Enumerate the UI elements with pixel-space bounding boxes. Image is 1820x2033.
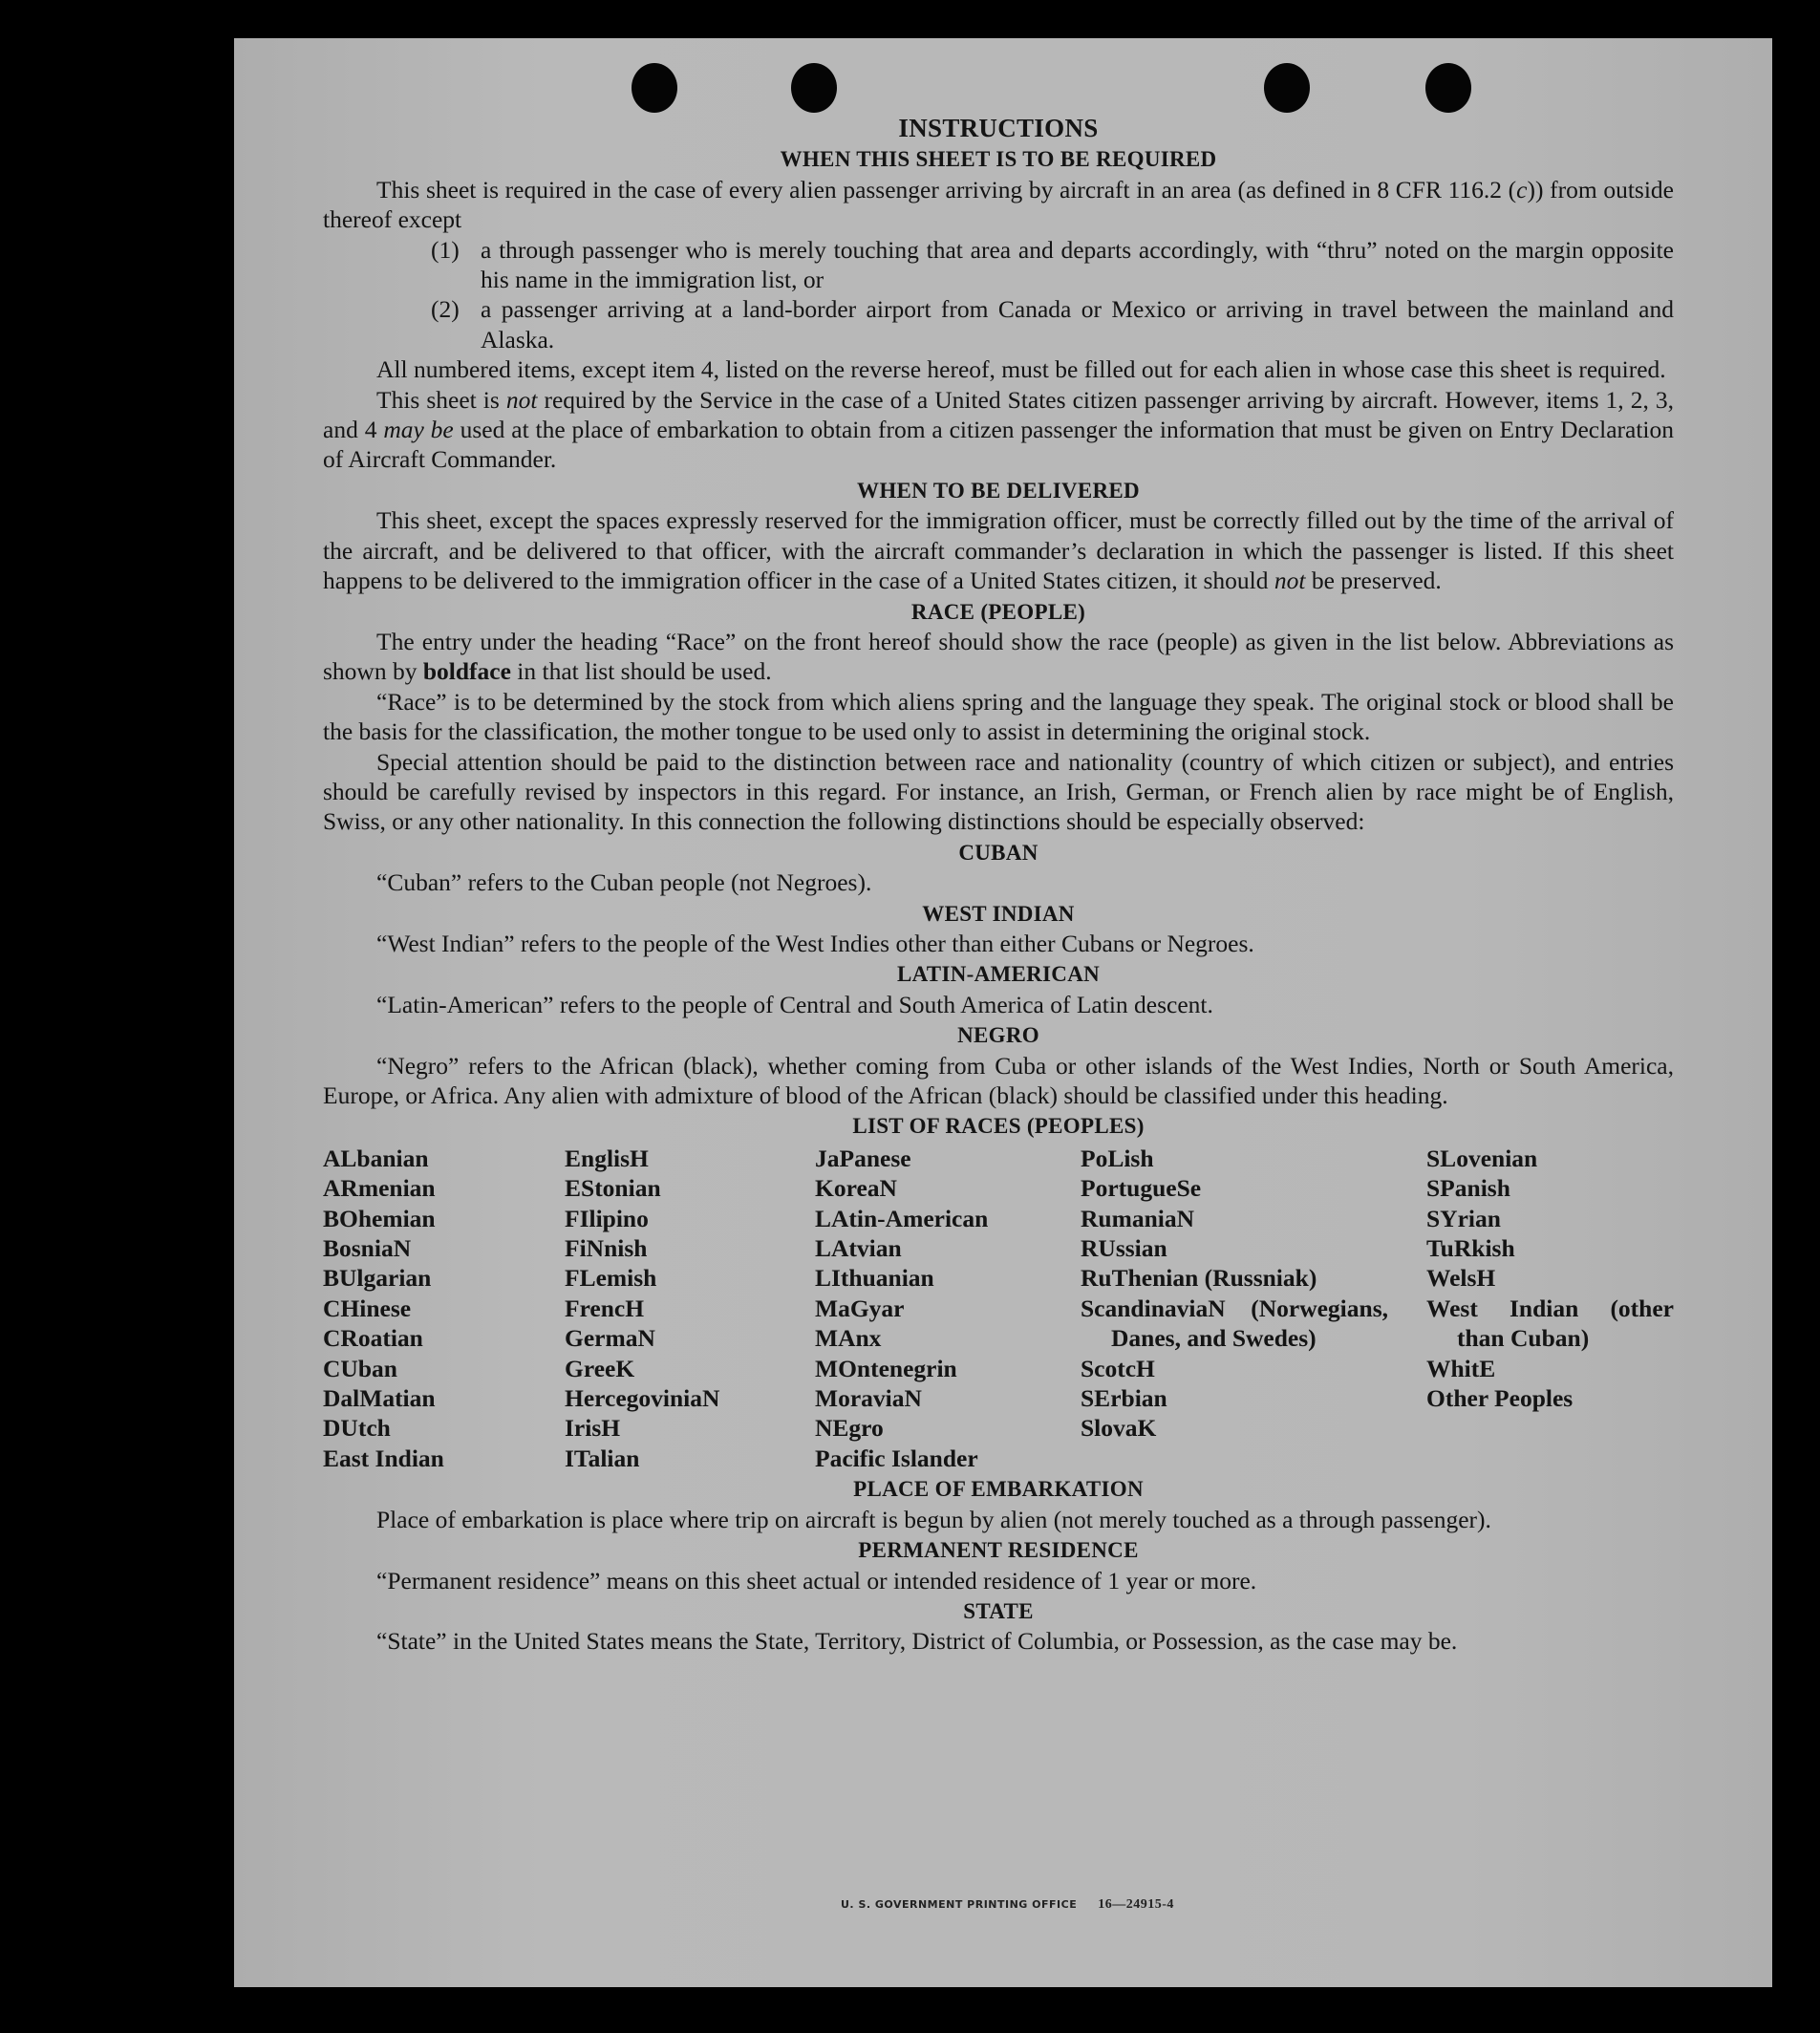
race-entry: Other Peoples: [1426, 1384, 1574, 1413]
item-text: [481, 294, 1674, 354]
paragraph: [323, 1051, 1674, 1111]
race-entry: CHinese: [323, 1294, 412, 1322]
paragraph: [323, 867, 1674, 897]
text-run: )) from outside thereof except: [323, 175, 1674, 234]
race-entry: JaPanese: [815, 1144, 911, 1172]
section-latin-american: [323, 959, 1674, 1019]
section-place-of-embarkation: [323, 1474, 1674, 1534]
race-entry: BOhemian: [323, 1204, 436, 1232]
race-entry: CRoatian: [323, 1324, 423, 1353]
list-item: [431, 294, 1674, 354]
races-column: [815, 1144, 1081, 1473]
race-entry: LAtin-American: [815, 1204, 989, 1232]
race-entry: RUssian: [1081, 1234, 1167, 1263]
race-entry: FrencH: [565, 1294, 645, 1322]
page-title: INSTRUCTIONS: [898, 114, 1099, 142]
text-run: Place of embarkation is place where trip on aircraft is begun by alien (not merely touched as a through passenger).: [376, 1505, 1491, 1533]
text-run: The entry under the heading “Race” on the front hereof should show the race (people) as given in the list below. Abbreviations as shown by: [323, 627, 1674, 686]
race-entry: WhitE: [1426, 1354, 1496, 1382]
text-run: not: [1274, 567, 1306, 595]
race-entry: SErbian: [1081, 1384, 1167, 1413]
races-column: [323, 1144, 565, 1473]
text-run: “Latin-American” refers to the people of Central and South America of Latin descent.: [376, 990, 1213, 1018]
races-list: [323, 1144, 1674, 1473]
paragraph: [323, 385, 1674, 475]
race-entry: ARmenian: [323, 1174, 436, 1203]
race-entry: ALbanian: [323, 1144, 429, 1172]
race-entry: LIthuanian: [815, 1264, 934, 1293]
text-run: be preserved.: [1305, 567, 1442, 595]
race-entry: MaGyar: [815, 1294, 905, 1322]
section-heading: LIST OF RACES (PEOPLES): [852, 1114, 1145, 1139]
race-entry: FLemish: [565, 1264, 657, 1293]
text-run: “State” in the United States means the State, Territory, District of Columbia, or Possession, as the case may be.: [376, 1627, 1458, 1656]
race-entry: BUlgarian: [323, 1264, 432, 1293]
races-column: [1081, 1144, 1426, 1473]
text-run: a through passenger who is merely touching that area and departs accordingly, with “thru” noted on the margin opposite his name in the immigration list, or: [481, 235, 1674, 294]
paragraph: [323, 1566, 1674, 1595]
race-entry: MAnx: [815, 1324, 882, 1353]
race-entry: IrisH: [565, 1414, 621, 1443]
paragraph: [323, 990, 1674, 1019]
section-heading: WHEN THIS SHEET IS TO BE REQUIRED: [780, 147, 1217, 172]
text-run: Special attention should be paid to the distinction between race and nationality (country of which citizen or subject), and entries should be carefully revised by inspectors in this regard. For instance, an Irish, German, or French alien by race might be of English, Swiss, or any other nationality. In this connection the following distinctions should be especially observed:: [323, 747, 1674, 836]
race-entry: ScandinaviaN (Norwegians, Danes, and Swedes): [1081, 1294, 1388, 1353]
punch-hole: [1425, 63, 1471, 113]
race-entry: RuThenian (Russniak): [1081, 1264, 1317, 1293]
item-text: [481, 235, 1674, 295]
paragraph: [323, 175, 1674, 235]
section-heading: LATIN-AMERICAN: [896, 962, 1101, 987]
paragraph: [323, 354, 1674, 384]
race-entry: PortugueSe: [1081, 1174, 1202, 1203]
section-permanent-residence: [323, 1535, 1674, 1595]
paragraph: [323, 929, 1674, 958]
text-run: c: [1516, 175, 1528, 203]
race-entry: DUtch: [323, 1414, 391, 1443]
race-entry: EnglisH: [565, 1144, 649, 1172]
race-entry: NEgro: [815, 1414, 884, 1443]
text-run: “West Indian” refers to the people of the West Indies other than either Cubans or Negroes.: [376, 929, 1254, 957]
race-entry: BosniaN: [323, 1234, 412, 1263]
text-run: This sheet, except the spaces expressly reserved for the immigration officer, must be correctly filled out by the time of the arrival of the aircraft, and be delivered to that officer, with the aircraft commander’s declaration in which the passenger is listed. If this sheet happens to be delivered to the immigration officer in the case of a United States citizen, it should: [323, 506, 1674, 595]
text-run: All numbered items, except item 4, listed on the reverse hereof, must be filled out for each alien in whose case this sheet is required.: [376, 355, 1666, 384]
race-entry: West Indian (other than Cuban): [1426, 1294, 1674, 1353]
text-run: a passenger arriving at a land-border airport from Canada or Mexico or arriving in travel between the mainland and Alaska.: [481, 295, 1674, 353]
text-run: This sheet is required in the case of every alien passenger arriving by aircraft in an area (as defined in 8 CFR 116.2 (: [376, 175, 1517, 203]
race-entry: WelsH: [1426, 1264, 1496, 1293]
section-negro: [323, 1020, 1674, 1110]
punch-hole: [791, 63, 837, 113]
races-column: [565, 1144, 815, 1473]
text-run: “Negro” refers to the African (black), whether coming from Cuba or other islands of the West Indies, North or South America, Europe, or Africa. Any alien with admixture of blood of the African (black) should be classified under this heading.: [323, 1051, 1674, 1109]
section-heading: WHEN TO BE DELIVERED: [857, 478, 1140, 503]
footer: [841, 1897, 1174, 1913]
text-run: may be: [383, 416, 454, 444]
section-heading: NEGRO: [957, 1023, 1039, 1048]
paragraph: [323, 505, 1674, 595]
instructions-body: [323, 113, 1674, 1657]
paragraph: [323, 747, 1674, 837]
section-race-people: [323, 597, 1674, 837]
text-run: used at the place of embarkation to obtain from a citizen passenger the information that must be given on Entry Declaration of Aircraft Commander.: [323, 416, 1675, 474]
race-entry: FiNnish: [565, 1234, 648, 1263]
section-heading: CUBAN: [958, 840, 1038, 865]
paragraph: [323, 1626, 1674, 1656]
races-column: [1426, 1144, 1674, 1473]
race-entry: HercegoviniaN: [565, 1384, 720, 1413]
punch-hole: [632, 63, 677, 113]
race-entry: KoreaN: [815, 1174, 897, 1203]
race-entry: RumaniaN: [1081, 1204, 1195, 1232]
race-entry: GermaN: [565, 1324, 655, 1353]
item-number: (1): [431, 235, 460, 264]
race-entry: FIlipino: [565, 1204, 649, 1232]
text-run: “Race” is to be determined by the stock from which aliens spring and the language they speak. The original stock or blood shall be the basis for the classification, the mother tongue to be used only to assist in determining the original stock.: [323, 687, 1674, 746]
race-entry: SlovaK: [1081, 1414, 1157, 1443]
list-item: [431, 235, 1674, 295]
text-run: This sheet is: [376, 385, 506, 414]
text-run: not: [505, 385, 538, 414]
section-heading: PLACE OF EMBARKATION: [853, 1477, 1144, 1502]
race-entry: PoLish: [1081, 1144, 1154, 1172]
race-entry: ScotcH: [1081, 1354, 1155, 1382]
race-entry: SPanish: [1426, 1174, 1510, 1203]
section-when-to-be-delivered: [323, 476, 1674, 596]
paragraph: [323, 1505, 1674, 1534]
text-run: boldface: [422, 657, 511, 686]
section-heading: RACE (PEOPLE): [910, 599, 1086, 624]
race-entry: SLovenian: [1426, 1144, 1538, 1172]
item-number: (2): [431, 295, 460, 324]
paragraph: [323, 687, 1674, 747]
section-heading: WEST INDIAN: [922, 901, 1075, 926]
race-entry: East Indian: [323, 1444, 444, 1472]
form-number: 16—24915-4: [1098, 1897, 1174, 1912]
race-entry: MoraviaN: [815, 1384, 922, 1413]
section-cuban: [323, 838, 1674, 898]
race-entry: TuRkish: [1426, 1234, 1515, 1263]
section-when-this-sheet-is-to-be-required: [323, 144, 1674, 474]
race-entry: EStonian: [565, 1174, 661, 1203]
punch-hole: [1264, 63, 1310, 113]
race-entry: SYrian: [1426, 1204, 1501, 1232]
section-state: [323, 1596, 1674, 1657]
text-run: “Permanent residence” means on this sheet actual or intended residence of 1 year or more.: [376, 1566, 1257, 1594]
race-entry: GreeK: [565, 1354, 635, 1382]
race-entry: CUban: [323, 1354, 397, 1382]
text-run: “Cuban” refers to the Cuban people (not Negroes).: [376, 868, 872, 897]
section-list-of-races-peoples: [323, 1111, 1674, 1473]
paragraph: [323, 627, 1674, 687]
printer-credit: U. S. GOVERNMENT PRINTING OFFICE: [841, 1898, 1078, 1911]
text-run: in that list should be used.: [510, 657, 772, 686]
section-west-indian: [323, 899, 1674, 959]
text-run: required by the Service in the case of a United States citizen passenger arriving by aircraft. However, items 1, 2, 3, and 4: [323, 385, 1674, 444]
race-entry: ITalian: [565, 1444, 640, 1472]
race-entry: DalMatian: [323, 1384, 436, 1413]
section-heading: PERMANENT RESIDENCE: [858, 1538, 1139, 1563]
race-entry: LAtvian: [815, 1234, 902, 1263]
race-entry: Pacific Islander: [815, 1444, 978, 1472]
section-heading: STATE: [963, 1598, 1034, 1623]
race-entry: MOntenegrin: [815, 1354, 957, 1382]
